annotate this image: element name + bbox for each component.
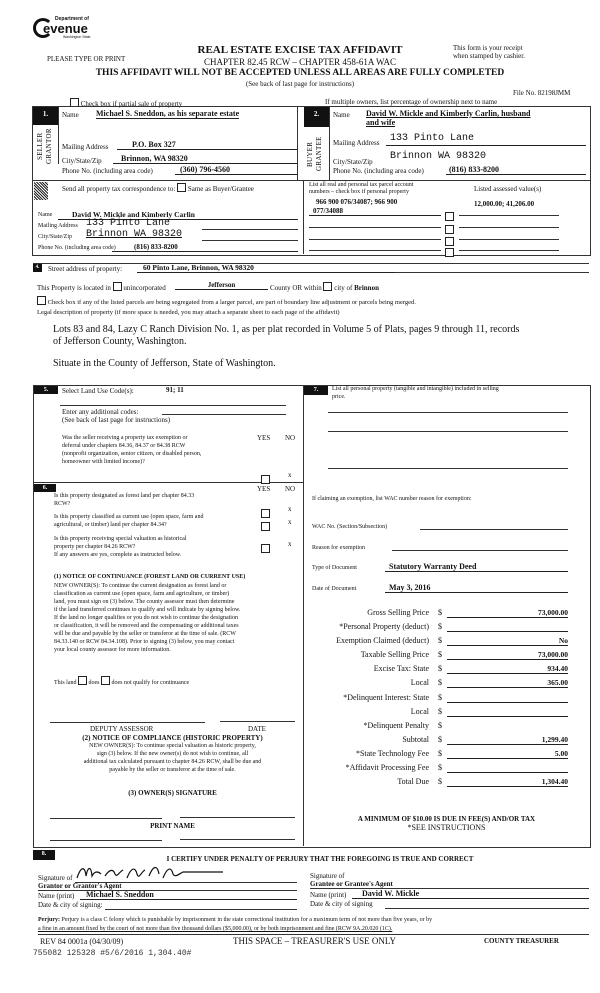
additional-codes-note: (See back of last page for instructions) <box>62 416 171 424</box>
buyer-name-line2[interactable]: and wife <box>366 118 396 127</box>
file-number: File No. 82198JMM <box>513 89 571 97</box>
grantee-sig-label-1: Signature of <box>310 872 345 880</box>
reason-field[interactable] <box>392 550 568 551</box>
deputy-assessor-label: DEPUTY ASSESSOR <box>90 725 154 733</box>
print-name-line-2[interactable] <box>180 839 295 840</box>
corr-mailing[interactable]: 133 Pinto Lane <box>86 218 171 229</box>
buyer-grantee-label: BUYER GRANTEE <box>306 136 323 172</box>
dollar-sign: $ <box>438 678 442 687</box>
form-title: REAL ESTATE EXCISE TAX AFFIDAVIT <box>197 44 403 56</box>
delinquent-penalty-label: *Delinquent Penalty <box>363 721 429 730</box>
county-or-label: County OR within <box>270 284 322 292</box>
s6-q1-b: RCW? <box>54 501 71 507</box>
legal-line-2[interactable]: of Jefferson County, Washington. <box>53 336 187 347</box>
excise-tax-local-label: Local <box>410 678 429 687</box>
receipt-note-2: when stamped by cashier. <box>453 52 525 60</box>
located-row <box>37 282 166 292</box>
seller-grantor-label: SELLER GRANTOR <box>36 128 53 164</box>
state-technology-fee-label: *State Technology Fee <box>355 749 429 758</box>
seller-city[interactable]: Brinnon, WA 98320 <box>113 155 297 164</box>
doc-type-label: Type of Document <box>312 565 357 571</box>
personal-property-line-1[interactable] <box>328 412 568 413</box>
buyer-name-label: Name <box>333 111 350 119</box>
notice2-body: NEW OWNER(S): To continue special valuation as historic property, sign (3) below. If the new owner(s) do not wish to continue, all additional tax calculated pursuant to chapter 84.26 RCW, shall be due and payable by the seller or transferor at the time of sale. <box>83 743 262 773</box>
grantor-date-field[interactable] <box>105 909 297 910</box>
parcel-numbers-line1[interactable]: 966 900 076/34087; 966 900 <box>316 198 398 206</box>
total-due[interactable]: 1,304.40 <box>447 777 568 787</box>
personal-property-label-2: price. <box>332 394 346 400</box>
section-6-number: 6. <box>34 484 56 492</box>
dollar-sign: $ <box>438 777 442 786</box>
dollar-sign: $ <box>438 693 442 702</box>
corr-city-label: City/State/Zip <box>38 234 72 240</box>
s6-q3-yes-checkbox[interactable] <box>261 539 270 557</box>
wac-no-label: WAC No. (Section/Subsection) <box>312 524 388 530</box>
situate-line[interactable]: Situate in the County of Jefferson, State of Washington. <box>53 358 276 369</box>
s6-q3-a: Is this property receiving special valuation as historical <box>54 536 187 542</box>
county-treasurer-label: COUNTY TREASURER <box>484 937 559 945</box>
dollar-sign: $ <box>438 622 442 631</box>
s6-q3-no-mark[interactable]: x <box>288 540 292 548</box>
grantee-name[interactable]: David W. Mickle <box>352 890 589 899</box>
notice2-title: (2) NOTICE OF COMPLIANCE (HISTORIC PROPERTY) <box>82 734 263 742</box>
unincorporated-label: unincorporated <box>123 284 166 292</box>
receipt-note-1: This form is your receipt <box>453 44 523 52</box>
owner-sig-line-2[interactable] <box>180 817 295 818</box>
taxable-selling-price[interactable]: 73,000.00 <box>447 650 568 660</box>
same-as-buyer-checkbox[interactable] <box>177 183 186 192</box>
s5-no-mark[interactable]: x <box>288 471 292 479</box>
street-address[interactable]: 60 Pinto Lane, Brinnon, WA 98320 <box>137 264 395 273</box>
partial-sale-label: Check box if partial sale of property <box>80 100 183 108</box>
personal-property-line-3[interactable] <box>328 468 568 469</box>
personal-property-label-1: List all personal property (tangible and intangible) included in selling <box>332 386 499 392</box>
buyer-phone-label: Phone No. (including area code) <box>333 167 424 175</box>
reason-label: Reason for exemption <box>312 545 365 551</box>
certify-statement: I CERTIFY UNDER PENALTY OF PERJURY THAT THE FOREGOING IS TRUE AND CORRECT <box>166 855 474 863</box>
section-8-number: 8. <box>33 850 55 860</box>
s5-no-label: NO <box>285 434 296 442</box>
exemption-claimed-label: Exemption Claimed (deduct) <box>336 636 429 645</box>
gross-selling-price-label: Gross Selling Price <box>367 608 429 617</box>
grantor-sig-label-2: Grantor or Grantor's Agent <box>38 882 122 890</box>
delinquent-interest-local[interactable] <box>447 707 568 717</box>
treasurer-space-label: THIS SPACE – TREASURER'S USE ONLY <box>233 936 397 946</box>
personal-property-deduct[interactable] <box>447 622 568 632</box>
perjury-line-2: a fine in an amount fixed by the court of not more than five thousand dollars ($5,000.00), or by both imprisonment and fine (RCW 9A.20.020 (1C). <box>38 926 393 932</box>
taxable-selling-price-label: Taxable Selling Price <box>360 650 429 659</box>
corr-mailing-label: Mailing Address <box>38 223 78 229</box>
please-type: PLEASE TYPE OR PRINT <box>47 55 126 63</box>
assessed-values[interactable]: 12,000.00; 41,206.00 <box>474 200 535 208</box>
logo-sub: Washington State <box>63 35 91 39</box>
delinquent-interest-state[interactable] <box>447 693 568 703</box>
grantee-name-label: Name (print) <box>310 891 347 899</box>
parcel-numbers-line2[interactable]: 077/34088 <box>309 207 441 216</box>
seller-name-label: Name <box>62 111 79 119</box>
logo-dept: Department of <box>55 16 89 22</box>
dollar-sign: $ <box>438 735 442 744</box>
does-not-qualify-checkbox[interactable] <box>101 676 110 685</box>
multiple-owners-note: If multiple owners, list percentage of ownership next to name <box>325 98 498 106</box>
parcels-label-2: numbers – check box if personal property <box>309 189 409 195</box>
dollar-sign: $ <box>438 707 442 716</box>
personal-property-deduct-label: *Personal Property (deduct) <box>339 622 429 631</box>
does-not-label: does not qualify for continuance <box>111 680 190 686</box>
doc-date[interactable]: May 3, 2016 <box>385 584 568 593</box>
street-label: Street address of property: <box>48 265 123 273</box>
parcel-checkbox-4[interactable] <box>445 243 454 261</box>
buyer-name-line1[interactable]: David W. Mickle and Kimberly Carlin, husband <box>366 109 531 118</box>
does-qualify-checkbox[interactable] <box>78 676 87 685</box>
grantee-sig-label-2: Grantee or Grantee's Agent <box>310 880 393 888</box>
correspondence-row <box>62 183 254 193</box>
assessor-date-line[interactable] <box>220 721 295 722</box>
county-name[interactable]: Jefferson <box>175 281 268 290</box>
corr-phone-label: Phone No. (including area code) <box>38 245 116 251</box>
exemption-q-2: deferral under chapters 84.36, 84.37 or 84.38 RCW <box>62 443 186 449</box>
assessor-sig-line[interactable] <box>50 722 205 723</box>
see-instructions: *SEE INSTRUCTIONS <box>407 823 486 832</box>
city-checkbox[interactable] <box>323 282 332 291</box>
buyer-mailing[interactable]: 133 Pinto Lane <box>386 133 586 146</box>
buyer-city[interactable]: Brinnon WA 98320 <box>390 151 487 162</box>
segregated-label: Check box if any of the listed parcels are being segregated from a larger parcel, are part of boundary line adjustment or parcels being merged. <box>47 299 416 306</box>
assessed-label: Listed assessed value(s) <box>474 185 542 193</box>
segregated-row <box>37 296 416 306</box>
corr-name-label: Name <box>38 212 53 218</box>
affidavit-processing-fee[interactable] <box>447 763 568 773</box>
excise-tax-local[interactable]: 365.00 <box>447 678 568 688</box>
seller-phone-label: Phone No. (including area code) <box>62 167 153 175</box>
exemption-claimed[interactable]: No <box>447 636 568 646</box>
segregated-checkbox[interactable] <box>37 296 46 305</box>
excise-tax-state[interactable]: 934.40 <box>447 664 568 674</box>
doc-type[interactable]: Statutory Warranty Deed <box>385 563 568 572</box>
s6-if-yes: If any answers are yes, complete as instructed below. <box>54 552 182 558</box>
section-1-number: 1. <box>33 107 58 125</box>
located-label: This Property is located in <box>37 284 111 292</box>
dollar-sign: $ <box>438 749 442 758</box>
continuance-row <box>54 676 189 687</box>
buyer-phone[interactable]: (816) 833-8200 <box>446 166 586 175</box>
print-name-line-1[interactable] <box>50 840 162 841</box>
dollar-sign: $ <box>438 608 442 617</box>
county-or-row <box>270 282 379 292</box>
legal-line-1[interactable]: Lots 83 and 84, Lazy C Ranch Division No. 1, as per plat recorded in Volume 5 of Plats, pages 9 through 11, records <box>53 324 520 335</box>
corr-city[interactable]: Brinnon WA 98320 <box>86 229 183 240</box>
affidavit-processing-fee-label: *Affidavit Processing Fee <box>345 763 429 772</box>
form-revision: REV 84 0001a (04/30/09) <box>40 937 124 946</box>
land-use-label: Select Land Use Code(s): <box>62 387 134 395</box>
seller-city-label: City/State/Zip <box>62 157 102 165</box>
dollar-sign: $ <box>438 721 442 730</box>
s6-q2-b: agricultural, or timber) land per chapter 84.34? <box>54 522 167 528</box>
personal-property-line-2[interactable] <box>328 431 568 432</box>
minimum-note: A MINIMUM OF $10.00 IS DUE IN FEE(S) AND/OR TAX <box>357 815 536 823</box>
notice1-title: (1) NOTICE OF CONTINUANCE (FOREST LAND OR CURRENT USE) <box>54 574 246 580</box>
qr-code-icon <box>34 182 48 200</box>
grantee-date-label: Date & city of signing <box>310 900 373 908</box>
dollar-sign: $ <box>438 664 442 673</box>
additional-codes-label: Enter any additional codes: <box>62 408 139 416</box>
grantee-date-field[interactable] <box>385 908 589 909</box>
grantee-signature-line[interactable] <box>310 888 589 889</box>
section-7-number: 7. <box>304 386 328 395</box>
instructions-note: (See back of last page for instructions) <box>245 80 355 88</box>
total-due-label: Total Due <box>397 777 429 786</box>
delinquent-interest-state-label: *Delinquent Interest: State <box>343 693 429 702</box>
delinquent-penalty[interactable] <box>447 721 568 730</box>
seller-phone[interactable]: (360) 796-4560 <box>175 166 297 175</box>
s6-q2-no-mark[interactable]: x <box>288 518 292 526</box>
subtotal-label: Subtotal <box>402 735 429 744</box>
delinquent-interest-local-label: Local <box>410 707 429 716</box>
dollar-sign: $ <box>438 650 442 659</box>
corr-phone[interactable]: (816) 833-8200 <box>112 243 298 252</box>
s6-q3-b: property per chapter 84.26 RCW? <box>54 544 136 550</box>
s6-yes-label: YES <box>257 485 271 493</box>
doc-date-label: Date of Document <box>312 586 357 592</box>
seller-mailing-label: Mailing Address <box>62 143 109 151</box>
print-name-label: PRINT NAME <box>150 822 195 830</box>
exemption-q-1: Was the seller receiving a property tax exemption or <box>62 435 188 441</box>
buyer-city-label: City/State/Zip <box>333 158 373 166</box>
logo-revenue: evenue <box>43 21 88 36</box>
s5-yes-label: YES <box>257 434 271 442</box>
excise-tax-state-label: Excise Tax: State <box>373 664 429 673</box>
s6-q2-a: Is this property classified as current use (open space, farm and <box>54 514 204 520</box>
s6-q2-yes-checkbox[interactable] <box>261 517 270 535</box>
grantor-name[interactable]: Michael S. Sneddon <box>80 891 297 900</box>
city-of-value[interactable]: Brinnon <box>354 284 379 292</box>
subtotal[interactable]: 1,299.40 <box>447 735 568 745</box>
notice1-body: NEW OWNER(S): To continue the current designation as forest land or classification as current use (open space, farm and agriculture, or timber) land, you must sign on (3) below. The county assessor must then determine if the land transferred continues to qualify and will indicate by signing below. If the land no longer qualifies or you do not wish to continue the designation or classification, it will be removed and the compensating or additional taxes will be due and payable by the seller or transferor at the time of sale. (RCW 84.33.140 or RCW 84.34.108). Prior to signing (3) below, you may contact your local county assessor for more information. <box>54 583 241 653</box>
s6-no-label: NO <box>285 485 296 493</box>
assessor-date-label: DATE <box>248 725 266 733</box>
land-use-codes[interactable]: 91; 11 <box>166 386 184 394</box>
grantor-date-label: Date & city of signing: <box>38 901 103 909</box>
s6-q1-no-mark[interactable]: x <box>288 505 292 513</box>
city-of-label: city of <box>334 284 353 292</box>
owner-sig-line-1[interactable] <box>50 818 162 819</box>
perjury-line-1: Perjury: Perjury is a class C felony which is punishable by imprisonment in the state correctional institution for a maximum term of not more than five years, or by <box>38 917 433 923</box>
section-4-number: 4. <box>33 264 42 272</box>
corr-name[interactable]: David W. Mickle and Kimberly Carlin <box>58 211 298 220</box>
this-land-label: This land <box>54 680 77 686</box>
grantor-sig-label-1: Signature of <box>38 874 73 882</box>
does-label: does <box>88 680 100 686</box>
buyer-mailing-label: Mailing Address <box>333 139 380 147</box>
treasurer-stamp: 755082 125328 #5/6/2016 1,304.40# <box>33 949 192 958</box>
legal-label: Legal description of property (if more space is needed, you may attach a separate sheet to each page of the affidavit) <box>37 309 340 316</box>
chapters: CHAPTER 82.45 RCW – CHAPTER 458-61A WAC <box>204 57 396 67</box>
dollar-sign: $ <box>438 636 442 645</box>
grantor-signature-icon <box>75 862 225 884</box>
gross-selling-price[interactable]: 73,000.00 <box>447 608 568 618</box>
exemption-q-3: (nonprofit organization, senior citizen, or disabled person, <box>62 451 202 457</box>
owner-signature-label: (3) OWNER(S) SIGNATURE <box>128 789 217 797</box>
unincorporated-checkbox[interactable] <box>113 282 122 291</box>
exemption-wac-label: If claiming an exemption, list WAC number reason for exemption: <box>312 496 472 502</box>
seller-mailing[interactable]: P.O. Box 327 <box>117 141 297 150</box>
warning-banner: THIS AFFIDAVIT WILL NOT BE ACCEPTED UNLESS ALL AREAS ARE FULLY COMPLETED <box>95 68 505 78</box>
correspondence-label: Send all property tax correspondence to: <box>62 185 176 193</box>
state-technology-fee[interactable]: 5.00 <box>447 749 568 759</box>
parcels-label-1: List all real and personal tax parcel account <box>309 182 414 188</box>
same-as-buyer-label: Same as Buyer/Grantee <box>187 185 254 193</box>
section-2-number: 2. <box>304 107 329 127</box>
exemption-q-4: homeowner with limited income)? <box>62 459 145 465</box>
section-5-number: 5. <box>34 386 58 394</box>
seller-name[interactable]: Michael S. Sneddon, as his separate estate <box>96 109 240 118</box>
grantor-name-label: Name (print) <box>38 892 75 900</box>
dollar-sign: $ <box>438 763 442 772</box>
wac-no-field[interactable] <box>420 529 568 530</box>
dor-logo <box>33 14 103 42</box>
s6-q1-a: Is this property designated as forest land per chapter 84.33 <box>54 493 195 499</box>
